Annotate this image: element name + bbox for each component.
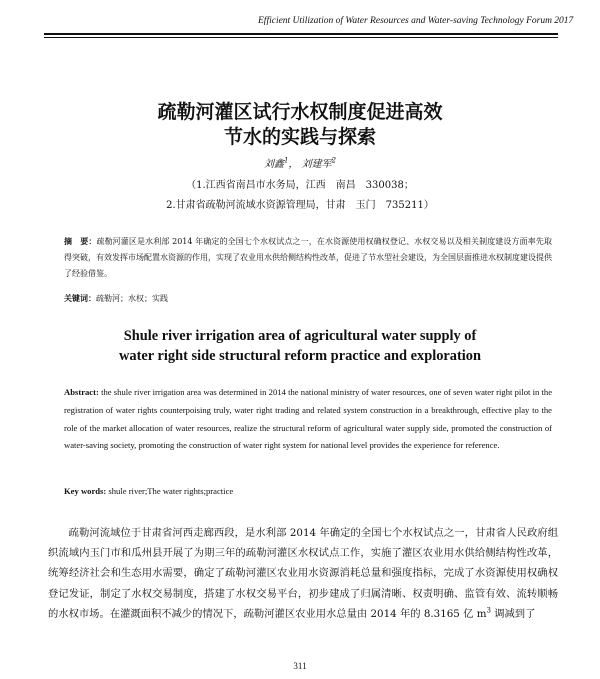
abstract-text-en: the shule river irrigation area was determined in 2014 the national ministry of water resources, one of seven water right pilot in the registration of water rights counterpoising truly, water right trading and related system construction in a breakthrough, effective play to the role of the market allocation of water resources, realize the structural reform of agricultural water supply side, promoted the construction of water-saving society, promoting the construction of water right system for national level provides the experience for reference. [64, 387, 553, 451]
keywords-label: 关键词： [64, 294, 96, 303]
abstract-label: 摘 要： [64, 237, 97, 246]
page-number: 311 [293, 661, 307, 671]
body-paragraph [48, 523, 558, 624]
affiliation-1: （1.江西省南昌市水务局，江西 南昌 330038； [186, 180, 414, 191]
english-title-line-1: Shule river irrigation area of agricultural water supply of [123, 328, 477, 344]
keywords-text: 疏勒河；水权；实践 [96, 294, 168, 303]
author-affiliation-mark: 2 [331, 156, 337, 165]
author-affiliation-mark: 1 [283, 156, 289, 165]
author-name: 刘建军 [301, 159, 332, 170]
english-title-line-2: water right side structural reform practice and exploration [119, 348, 481, 364]
chinese-keywords [64, 291, 552, 307]
running-header: Efficient Utilization of Water Resources and Water-saving Technology Forum 2017 [258, 16, 574, 26]
keywords-label-en: Key words: [64, 486, 107, 496]
chinese-title-line-2: 节水的实践与探索 [223, 126, 376, 148]
affiliation-2: 2.甘肃省疏勒河流域水资源管理局，甘肃 玉门 735211） [166, 200, 434, 211]
author-name: 刘鑫 [263, 159, 284, 170]
header-rule-thin [44, 37, 558, 38]
body-text: 疏勒河流域位于甘肃省河西走廊西段，是水利部 2014 年确定的全国七个水权试点之一，甘肃省人民政府组织流域内玉门市和瓜州县开展了为期三年的疏勒河灌区水权试点工作，实施了灌区农业用水供给侧结构性改革，统筹经济社会和生态用水需要，确定了疏勒河灌区农业用水资源消耗总量和强度指标，完成了水资源使用权确权登记发证，制定了水权交易制度，搭建了水权交易平台，初步建成了归属清晰、权责明确、监管有效、流转顺畅的水权市场。在灌溉面积不减少的情况下，疏勒河灌区农业用水总量由 2014 年的 8.3165 亿 m [48, 527, 558, 620]
unit-superscript: 3 [486, 606, 491, 615]
body-text-continued: 调减到了 [490, 607, 536, 620]
keywords-text-en: shule river;The water rights;practice [108, 486, 234, 496]
english-keywords [64, 483, 552, 501]
abstract-label-en: Abstract: [64, 387, 99, 397]
chinese-title-line-1: 疏勒河灌区试行水权制度促进高效 [157, 101, 443, 123]
header-rule [44, 33, 558, 35]
abstract-text: 疏勒河灌区是水利部 2014 年确定的全国七个水权试点之一，在水资源使用权确权登记、水权交易以及相关制度建设方面率先取得突破，有效发挥市场配置水资源的作用，实现了农业用水供给侧结构性改革，促进了节水型社会建设，为全国层面推进水权制度建设提供了经验借鉴。 [64, 237, 552, 278]
chinese-abstract [64, 234, 552, 282]
author-list: 刘鑫$^1$， 刘建军$^2$ [263, 156, 337, 170]
english-abstract [64, 384, 552, 455]
